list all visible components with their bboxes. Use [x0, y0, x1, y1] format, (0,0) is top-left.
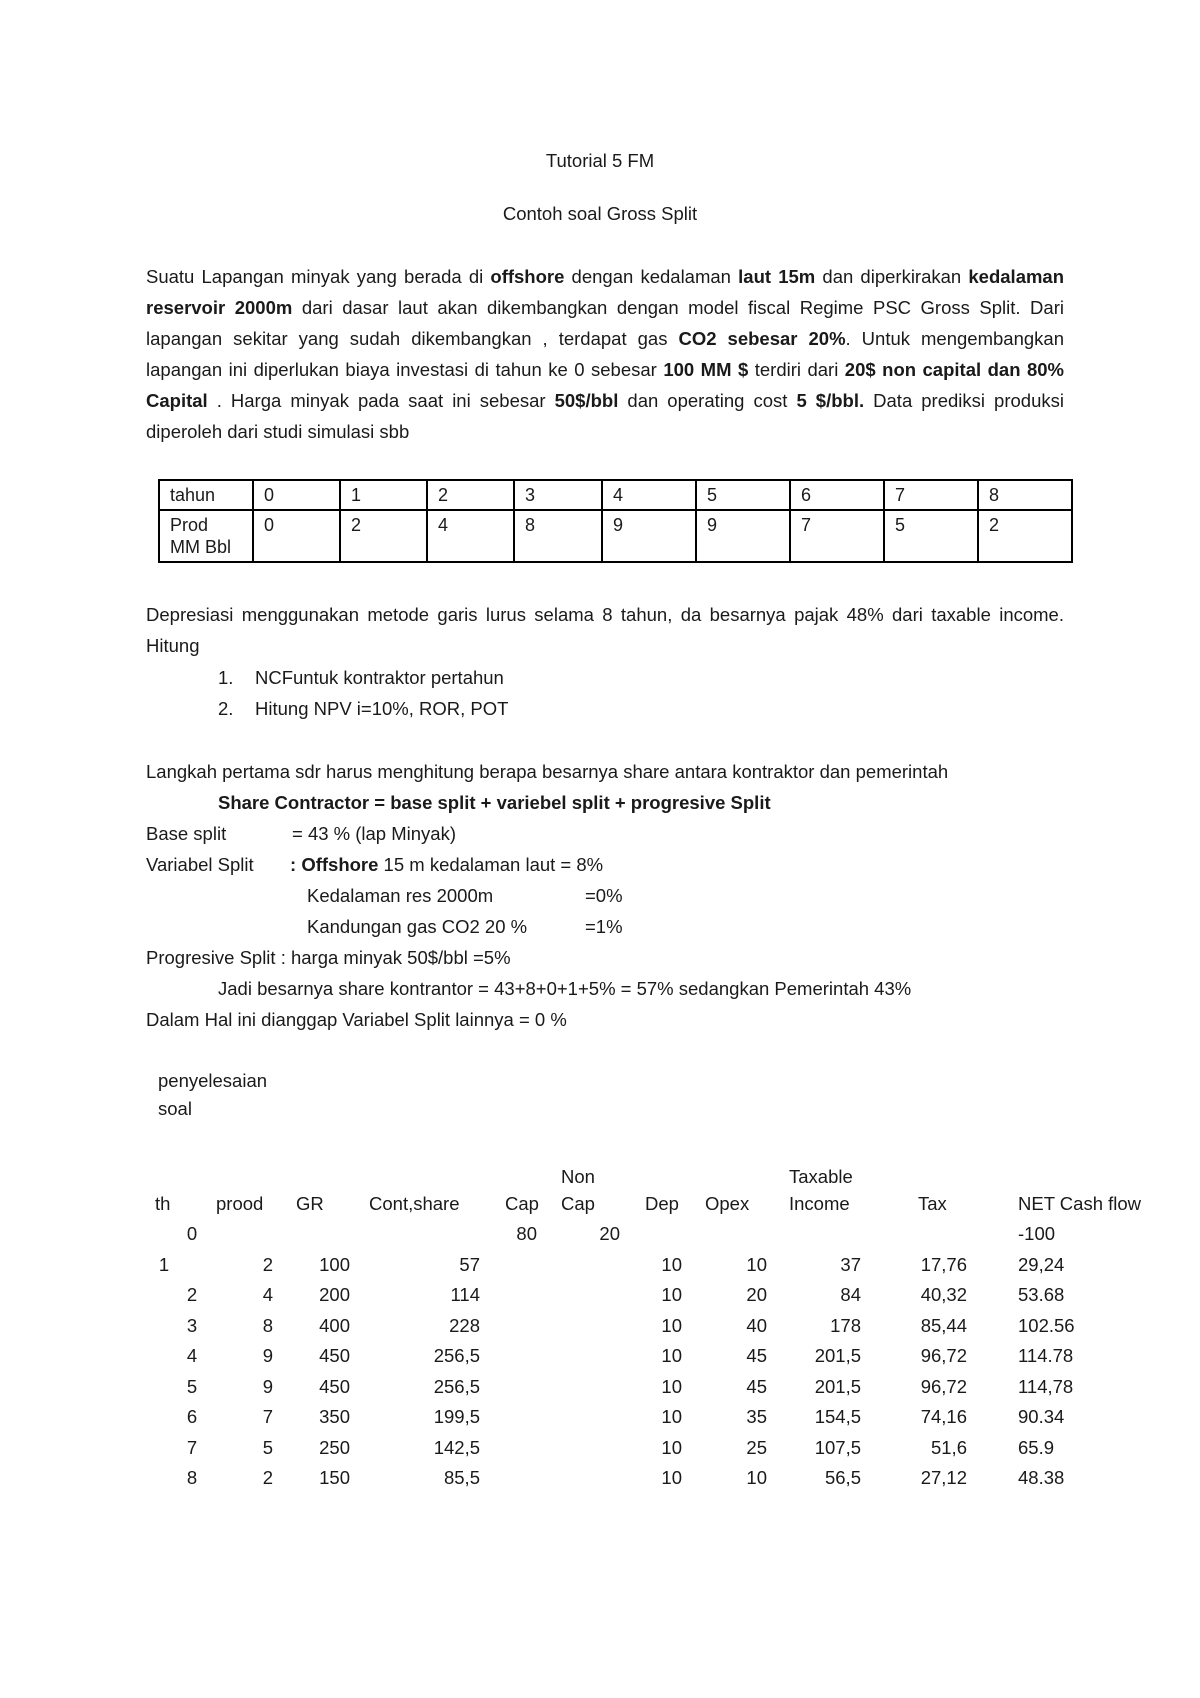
table-cell: 57 — [459, 1253, 480, 1275]
table-cell: 40 — [746, 1314, 767, 1336]
table-cell: 53.68 — [1018, 1284, 1065, 1305]
table-cell: 35 — [746, 1406, 767, 1427]
table-cell: 2 — [262, 1467, 273, 1488]
table-cell: 8 — [262, 1314, 273, 1336]
variabel-split-item: Kandungan gas CO2 20 % — [307, 916, 528, 937]
table-cell: 96,72 — [920, 1375, 967, 1397]
table-cell: 25 — [746, 1436, 767, 1458]
table-cell: 8 — [186, 1467, 198, 1488]
table-cell: 10 — [661, 1314, 682, 1336]
column-header: Dep — [645, 1193, 679, 1214]
table-cell: 8 — [978, 480, 1072, 510]
table-cell: 256,5 — [433, 1375, 480, 1397]
table-cell: 45 — [746, 1345, 767, 1366]
question-number: 1. — [218, 667, 234, 688]
table-cell: 1 — [340, 480, 427, 510]
column-header: prood — [216, 1193, 264, 1214]
table-cell: 228 — [449, 1314, 480, 1336]
table-cell: 7 — [262, 1406, 273, 1427]
step-text: Langkah pertama sdr harus menghitung berapa besarnya share antara kontraktor dan pemerintah — [146, 761, 949, 782]
table-cell: 10 — [746, 1467, 767, 1488]
table-cell: 4 — [427, 510, 514, 562]
document-subtitle: Contoh soal Gross Split — [502, 203, 698, 224]
table-cell: 350 — [319, 1406, 350, 1427]
column-header: th — [155, 1193, 171, 1214]
table-cell: 0 — [186, 1223, 198, 1244]
table-cell: 450 — [319, 1375, 350, 1397]
table-cell: 0 — [253, 480, 340, 510]
variabel-split-value: =1% — [585, 916, 623, 937]
table-cell: 1 — [158, 1253, 170, 1275]
variabel-split-item: : Offshore 15 m kedalaman laut = 8% — [290, 854, 604, 875]
column-header: Income — [789, 1193, 850, 1214]
table-cell: 8 — [514, 510, 602, 562]
table-cell: 17,76 — [920, 1253, 967, 1275]
table-cell: 114 — [450, 1284, 480, 1305]
table-cell: 10 — [661, 1406, 682, 1427]
table-cell: 7 — [790, 510, 884, 562]
table-cell: tahun — [159, 480, 253, 510]
table-cell: 10 — [661, 1375, 682, 1397]
table-cell: 10 — [661, 1345, 682, 1366]
table-cell: 7 — [186, 1436, 198, 1458]
assumption-text: Dalam Hal ini dianggap Variabel Split lainnya = 0 % — [146, 1009, 567, 1030]
table-cell: 200 — [319, 1284, 350, 1305]
table-cell: 9 — [696, 510, 790, 562]
table-cell: Prod MM Bbl — [159, 510, 253, 562]
table-row — [159, 480, 1072, 510]
table-cell: 4 — [602, 480, 696, 510]
table-cell: 10 — [746, 1253, 767, 1275]
table-cell: 27,12 — [920, 1467, 967, 1488]
solution-label: penyelesaian — [158, 1070, 268, 1091]
question-text: NCFuntuk kontraktor pertahun — [255, 667, 504, 688]
table-cell: 150 — [319, 1467, 350, 1488]
table-cell: 0 — [253, 510, 340, 562]
table-cell: 100 — [319, 1253, 350, 1275]
table-cell: 256,5 — [433, 1345, 480, 1366]
table-cell: 48.38 — [1018, 1467, 1065, 1488]
production-table — [158, 479, 1073, 563]
table-cell: 84 — [840, 1284, 861, 1305]
table-cell: 102.56 — [1018, 1314, 1075, 1336]
table-cell: 4 — [186, 1345, 198, 1366]
table-cell: 9 — [262, 1345, 273, 1366]
table-cell: 9 — [602, 510, 696, 562]
table-cell: 107,5 — [814, 1436, 861, 1458]
table-cell: 80 — [516, 1223, 537, 1244]
table-cell: 10 — [661, 1253, 682, 1275]
share-formula: Share Contractor = base split + variebel split + progresive Split — [218, 792, 771, 813]
table-cell: 450 — [319, 1345, 350, 1366]
question-text: Hitung NPV i=10%, ROR, POT — [255, 698, 509, 719]
table-cell: 5 — [262, 1436, 273, 1458]
base-split-label: Base split — [146, 823, 227, 844]
share-conclusion: Jadi besarnya share kontrantor = 43+8+0+1+5% = 57% sedangkan Pemerintah 43% — [218, 978, 912, 999]
table-cell: 10 — [661, 1436, 682, 1458]
table-cell: 400 — [319, 1314, 350, 1336]
table-cell: 5 — [186, 1375, 198, 1397]
table-cell: 85,44 — [920, 1314, 967, 1336]
column-header: Cap — [505, 1193, 539, 1214]
table-cell: 90.34 — [1018, 1406, 1065, 1427]
table-cell: 2 — [978, 510, 1072, 562]
solution-label: soal — [158, 1098, 192, 1119]
table-cell: 6 — [790, 480, 884, 510]
table-cell: 5 — [696, 480, 790, 510]
variabel-split-label: Variabel Split — [146, 854, 254, 875]
table-cell: 3 — [186, 1314, 198, 1336]
table-cell: 7 — [884, 480, 978, 510]
question-number: 2. — [218, 698, 234, 719]
table-cell: 10 — [661, 1467, 682, 1488]
variabel-split-value: =0% — [585, 885, 623, 906]
table-cell: 201,5 — [814, 1345, 861, 1366]
table-cell: 51,6 — [930, 1436, 967, 1458]
table-cell: 199,5 — [433, 1406, 480, 1427]
column-header: Cont,share — [369, 1193, 460, 1214]
column-header: Opex — [705, 1193, 750, 1214]
table-cell: 37 — [840, 1253, 861, 1275]
column-header: Non — [561, 1166, 595, 1187]
table-cell: 178 — [830, 1314, 861, 1336]
table-cell: 2 — [262, 1253, 273, 1275]
table-cell: 5 — [884, 510, 978, 562]
depreciation-paragraph: Depresiasi menggunakan metode garis lurus selama 8 tahun, da besarnya pajak 48% dari taxable income. Hitung — [146, 604, 1064, 656]
column-header: Tax — [918, 1193, 947, 1214]
table-cell: 3 — [514, 480, 602, 510]
progresive-split: Progresive Split : harga minyak 50$/bbl =5% — [146, 947, 511, 968]
table-cell: 29,24 — [1018, 1253, 1065, 1275]
table-cell: -100 — [1018, 1223, 1056, 1244]
table-cell: 20 — [746, 1284, 767, 1305]
table-cell: 154,5 — [814, 1406, 861, 1427]
table-cell: 2 — [186, 1284, 198, 1305]
column-header: Taxable — [789, 1166, 853, 1187]
table-cell: 114,78 — [1018, 1375, 1074, 1397]
table-cell: 85,5 — [443, 1467, 480, 1488]
table-row — [159, 510, 1072, 562]
variabel-split-item: Kedalaman res 2000m — [307, 885, 494, 906]
table-cell: 2 — [340, 510, 427, 562]
table-cell: 250 — [319, 1436, 350, 1458]
table-cell: 10 — [661, 1284, 682, 1305]
table-cell: 74,16 — [920, 1406, 967, 1427]
table-cell: 4 — [262, 1284, 273, 1305]
base-split-value: = 43 % (lap Minyak) — [292, 823, 456, 844]
column-header: NET Cash flow — [1018, 1193, 1142, 1214]
table-cell: 9 — [262, 1375, 273, 1397]
table-cell: 142,5 — [433, 1436, 480, 1458]
table-cell: 2 — [427, 480, 514, 510]
table-cell: 45 — [746, 1375, 767, 1397]
table-cell: 20 — [599, 1223, 620, 1244]
table-cell: 40,32 — [920, 1284, 967, 1305]
table-cell: 96,72 — [920, 1345, 967, 1366]
table-cell: 65.9 — [1018, 1436, 1055, 1458]
table-cell: 114.78 — [1018, 1345, 1074, 1366]
table-cell: 6 — [186, 1406, 198, 1427]
column-header: GR — [296, 1193, 324, 1214]
column-header: Cap — [561, 1193, 595, 1214]
table-cell: 201,5 — [814, 1375, 861, 1397]
document-title: Tutorial 5 FM — [545, 150, 655, 171]
table-cell: 56,5 — [824, 1467, 861, 1488]
problem-paragraph: Suatu Lapangan minyak yang berada di offshore dengan kedalaman laut 15m dan diperkirakan kedalaman reservoir 2000m dari dasar laut akan dikembangkan dengan model fiscal Regime PSC Gross Split. Dari lapangan sekitar yang sudah dikembangkan , terdapat gas CO2 sebesar 20%. Untuk mengembangkan lapangan ini diperlukan biaya investasi di tahun ke 0 sebesar 100 MM $ terdiri dari 20$ non capital dan 80% Capital . Harga minyak pada saat ini sebesar 50$/bbl dan operating cost 5 $/bbl. Data prediksi produksi diperoleh dari studi simulasi sbb — [146, 266, 1065, 442]
